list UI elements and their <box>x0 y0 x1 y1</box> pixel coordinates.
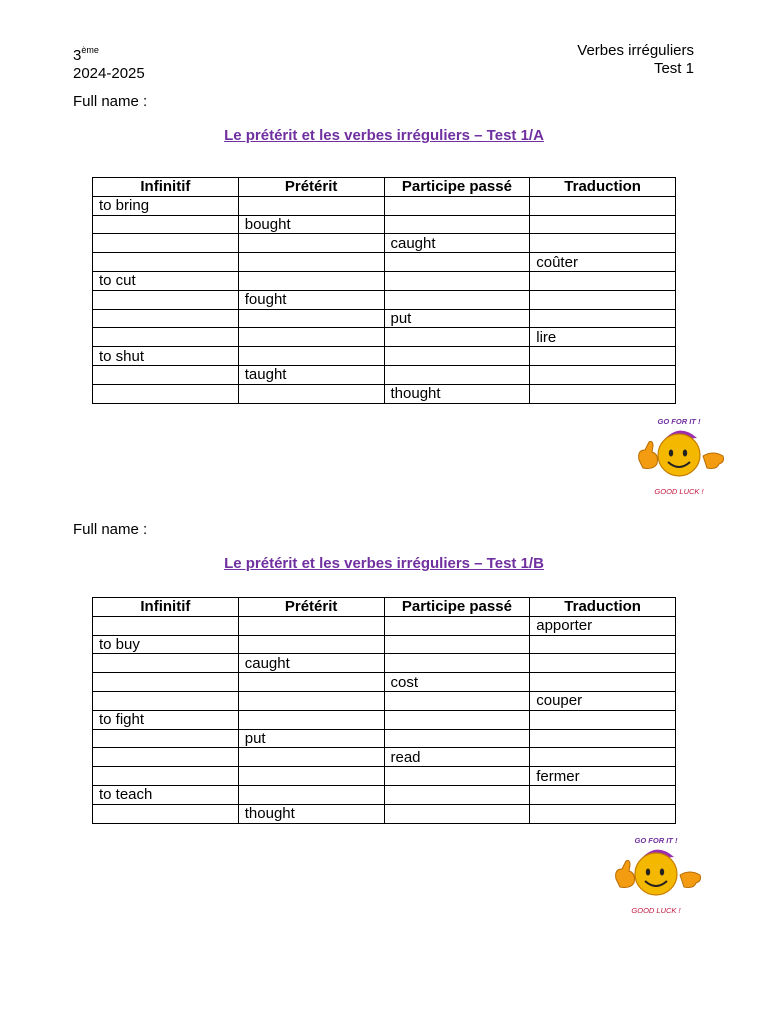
table-cell <box>530 748 676 767</box>
table-cell: fermer <box>530 767 676 786</box>
table-cell <box>93 253 239 272</box>
table-cell <box>384 654 530 673</box>
table-cell <box>93 767 239 786</box>
table-row <box>93 328 676 347</box>
table-cell: coûter <box>530 253 676 272</box>
table-cell: to buy <box>93 635 239 654</box>
table-cell: to shut <box>93 347 239 366</box>
table-cell: lire <box>530 328 676 347</box>
full-name-label-a: Full name : <box>73 93 148 110</box>
table-row <box>93 804 676 823</box>
table-cell <box>238 710 384 729</box>
table-cell <box>238 691 384 710</box>
table-cell <box>238 384 384 403</box>
table-cell <box>530 729 676 748</box>
table-cell <box>530 804 676 823</box>
table-cell: put <box>384 309 530 328</box>
table-cell <box>93 748 239 767</box>
table-cell <box>238 767 384 786</box>
table-row <box>93 785 676 804</box>
table-cell <box>93 804 239 823</box>
table-cell <box>238 196 384 215</box>
badge-bottom-text: GOOD LUCK ! <box>631 906 681 915</box>
table-cell <box>530 271 676 290</box>
header-right <box>577 42 694 78</box>
table-cell <box>384 691 530 710</box>
col-header: Infinitif <box>93 598 239 617</box>
table-cell <box>238 785 384 804</box>
table-cell <box>384 253 530 272</box>
table-cell <box>530 635 676 654</box>
table-cell <box>384 710 530 729</box>
table-cell: taught <box>238 365 384 384</box>
table-cell <box>530 365 676 384</box>
table-row <box>93 253 676 272</box>
table-row <box>93 347 676 366</box>
table-cell <box>384 616 530 635</box>
table-cell <box>238 309 384 328</box>
table-header-row <box>93 178 676 197</box>
table-cell <box>93 365 239 384</box>
table-cell <box>530 785 676 804</box>
table-cell <box>238 673 384 692</box>
table-cell: fought <box>238 290 384 309</box>
table-cell: bought <box>238 215 384 234</box>
table-cell: to fight <box>93 710 239 729</box>
table-cell <box>93 691 239 710</box>
table-cell <box>530 234 676 253</box>
table-cell <box>238 271 384 290</box>
table-row <box>93 748 676 767</box>
col-header: Prétérit <box>238 598 384 617</box>
table-cell <box>93 616 239 635</box>
table-row <box>93 196 676 215</box>
table-cell <box>384 196 530 215</box>
full-name-label-b: Full name : <box>73 521 148 538</box>
table-cell: caught <box>384 234 530 253</box>
good-luck-smiley-icon <box>627 414 729 500</box>
table-row <box>93 616 676 635</box>
table-cell <box>384 347 530 366</box>
table-cell <box>93 234 239 253</box>
good-luck-smiley-icon <box>604 833 706 919</box>
col-header: Prétérit <box>238 178 384 197</box>
table-header-row <box>93 598 676 617</box>
table-cell <box>93 215 239 234</box>
table-row <box>93 365 676 384</box>
table-cell <box>530 384 676 403</box>
table-cell <box>238 253 384 272</box>
table-cell <box>384 767 530 786</box>
col-header: Participe passé <box>384 598 530 617</box>
table-cell <box>384 215 530 234</box>
table-cell: thought <box>384 384 530 403</box>
test-title-b: Le prétérit et les verbes irréguliers – Test 1/B <box>224 555 544 572</box>
subject-label: Verbes irréguliers <box>577 42 694 59</box>
test-label: Test 1 <box>653 60 694 77</box>
table-row <box>93 673 676 692</box>
table-cell <box>384 804 530 823</box>
table-cell <box>93 384 239 403</box>
table-cell <box>530 347 676 366</box>
grade-label: 3ème <box>73 45 99 64</box>
table-cell <box>530 710 676 729</box>
table-cell <box>93 309 239 328</box>
table-cell <box>93 654 239 673</box>
table-row <box>93 384 676 403</box>
table-cell <box>530 215 676 234</box>
table-cell <box>93 290 239 309</box>
table-cell <box>93 729 239 748</box>
col-header: Infinitif <box>93 178 239 197</box>
table-cell: to bring <box>93 196 239 215</box>
table-cell <box>384 365 530 384</box>
col-header: Traduction <box>530 178 676 197</box>
table-cell <box>530 673 676 692</box>
table-cell: to teach <box>93 785 239 804</box>
table-cell <box>384 635 530 654</box>
table-cell: apporter <box>530 616 676 635</box>
table-row <box>93 635 676 654</box>
table-cell: to cut <box>93 271 239 290</box>
table-cell <box>384 729 530 748</box>
verbs-table-b <box>92 597 676 824</box>
table-cell <box>530 309 676 328</box>
table-row <box>93 710 676 729</box>
table-cell: thought <box>238 804 384 823</box>
table-row <box>93 215 676 234</box>
table-cell <box>384 271 530 290</box>
badge-top-text: GO FOR IT ! <box>634 836 678 845</box>
col-header: Traduction <box>530 598 676 617</box>
table-cell <box>238 616 384 635</box>
table-row <box>93 234 676 253</box>
verbs-table-a <box>92 177 676 404</box>
header-left <box>73 41 145 83</box>
table-row <box>93 767 676 786</box>
table-cell: caught <box>238 654 384 673</box>
table-cell <box>384 290 530 309</box>
table-cell: couper <box>530 691 676 710</box>
test-title-a: Le prétérit et les verbes irréguliers – Test 1/A <box>224 127 544 144</box>
table-cell <box>384 785 530 804</box>
table-row <box>93 654 676 673</box>
table-cell: cost <box>384 673 530 692</box>
table-cell: put <box>238 729 384 748</box>
table-cell <box>384 328 530 347</box>
table-row <box>93 691 676 710</box>
table-row <box>93 290 676 309</box>
table-cell <box>238 347 384 366</box>
badge-bottom-text: GOOD LUCK ! <box>654 487 704 496</box>
table-cell <box>530 196 676 215</box>
table-cell <box>238 748 384 767</box>
table-cell <box>238 328 384 347</box>
table-row <box>93 729 676 748</box>
table-cell <box>530 290 676 309</box>
table-cell <box>530 654 676 673</box>
table-row <box>93 309 676 328</box>
school-year: 2024-2025 <box>73 65 145 82</box>
badge-top-text: GO FOR IT ! <box>657 417 701 426</box>
table-cell <box>93 673 239 692</box>
table-cell: read <box>384 748 530 767</box>
table-cell <box>238 635 384 654</box>
col-header: Participe passé <box>384 178 530 197</box>
table-cell <box>93 328 239 347</box>
table-cell <box>238 234 384 253</box>
table-row <box>93 271 676 290</box>
